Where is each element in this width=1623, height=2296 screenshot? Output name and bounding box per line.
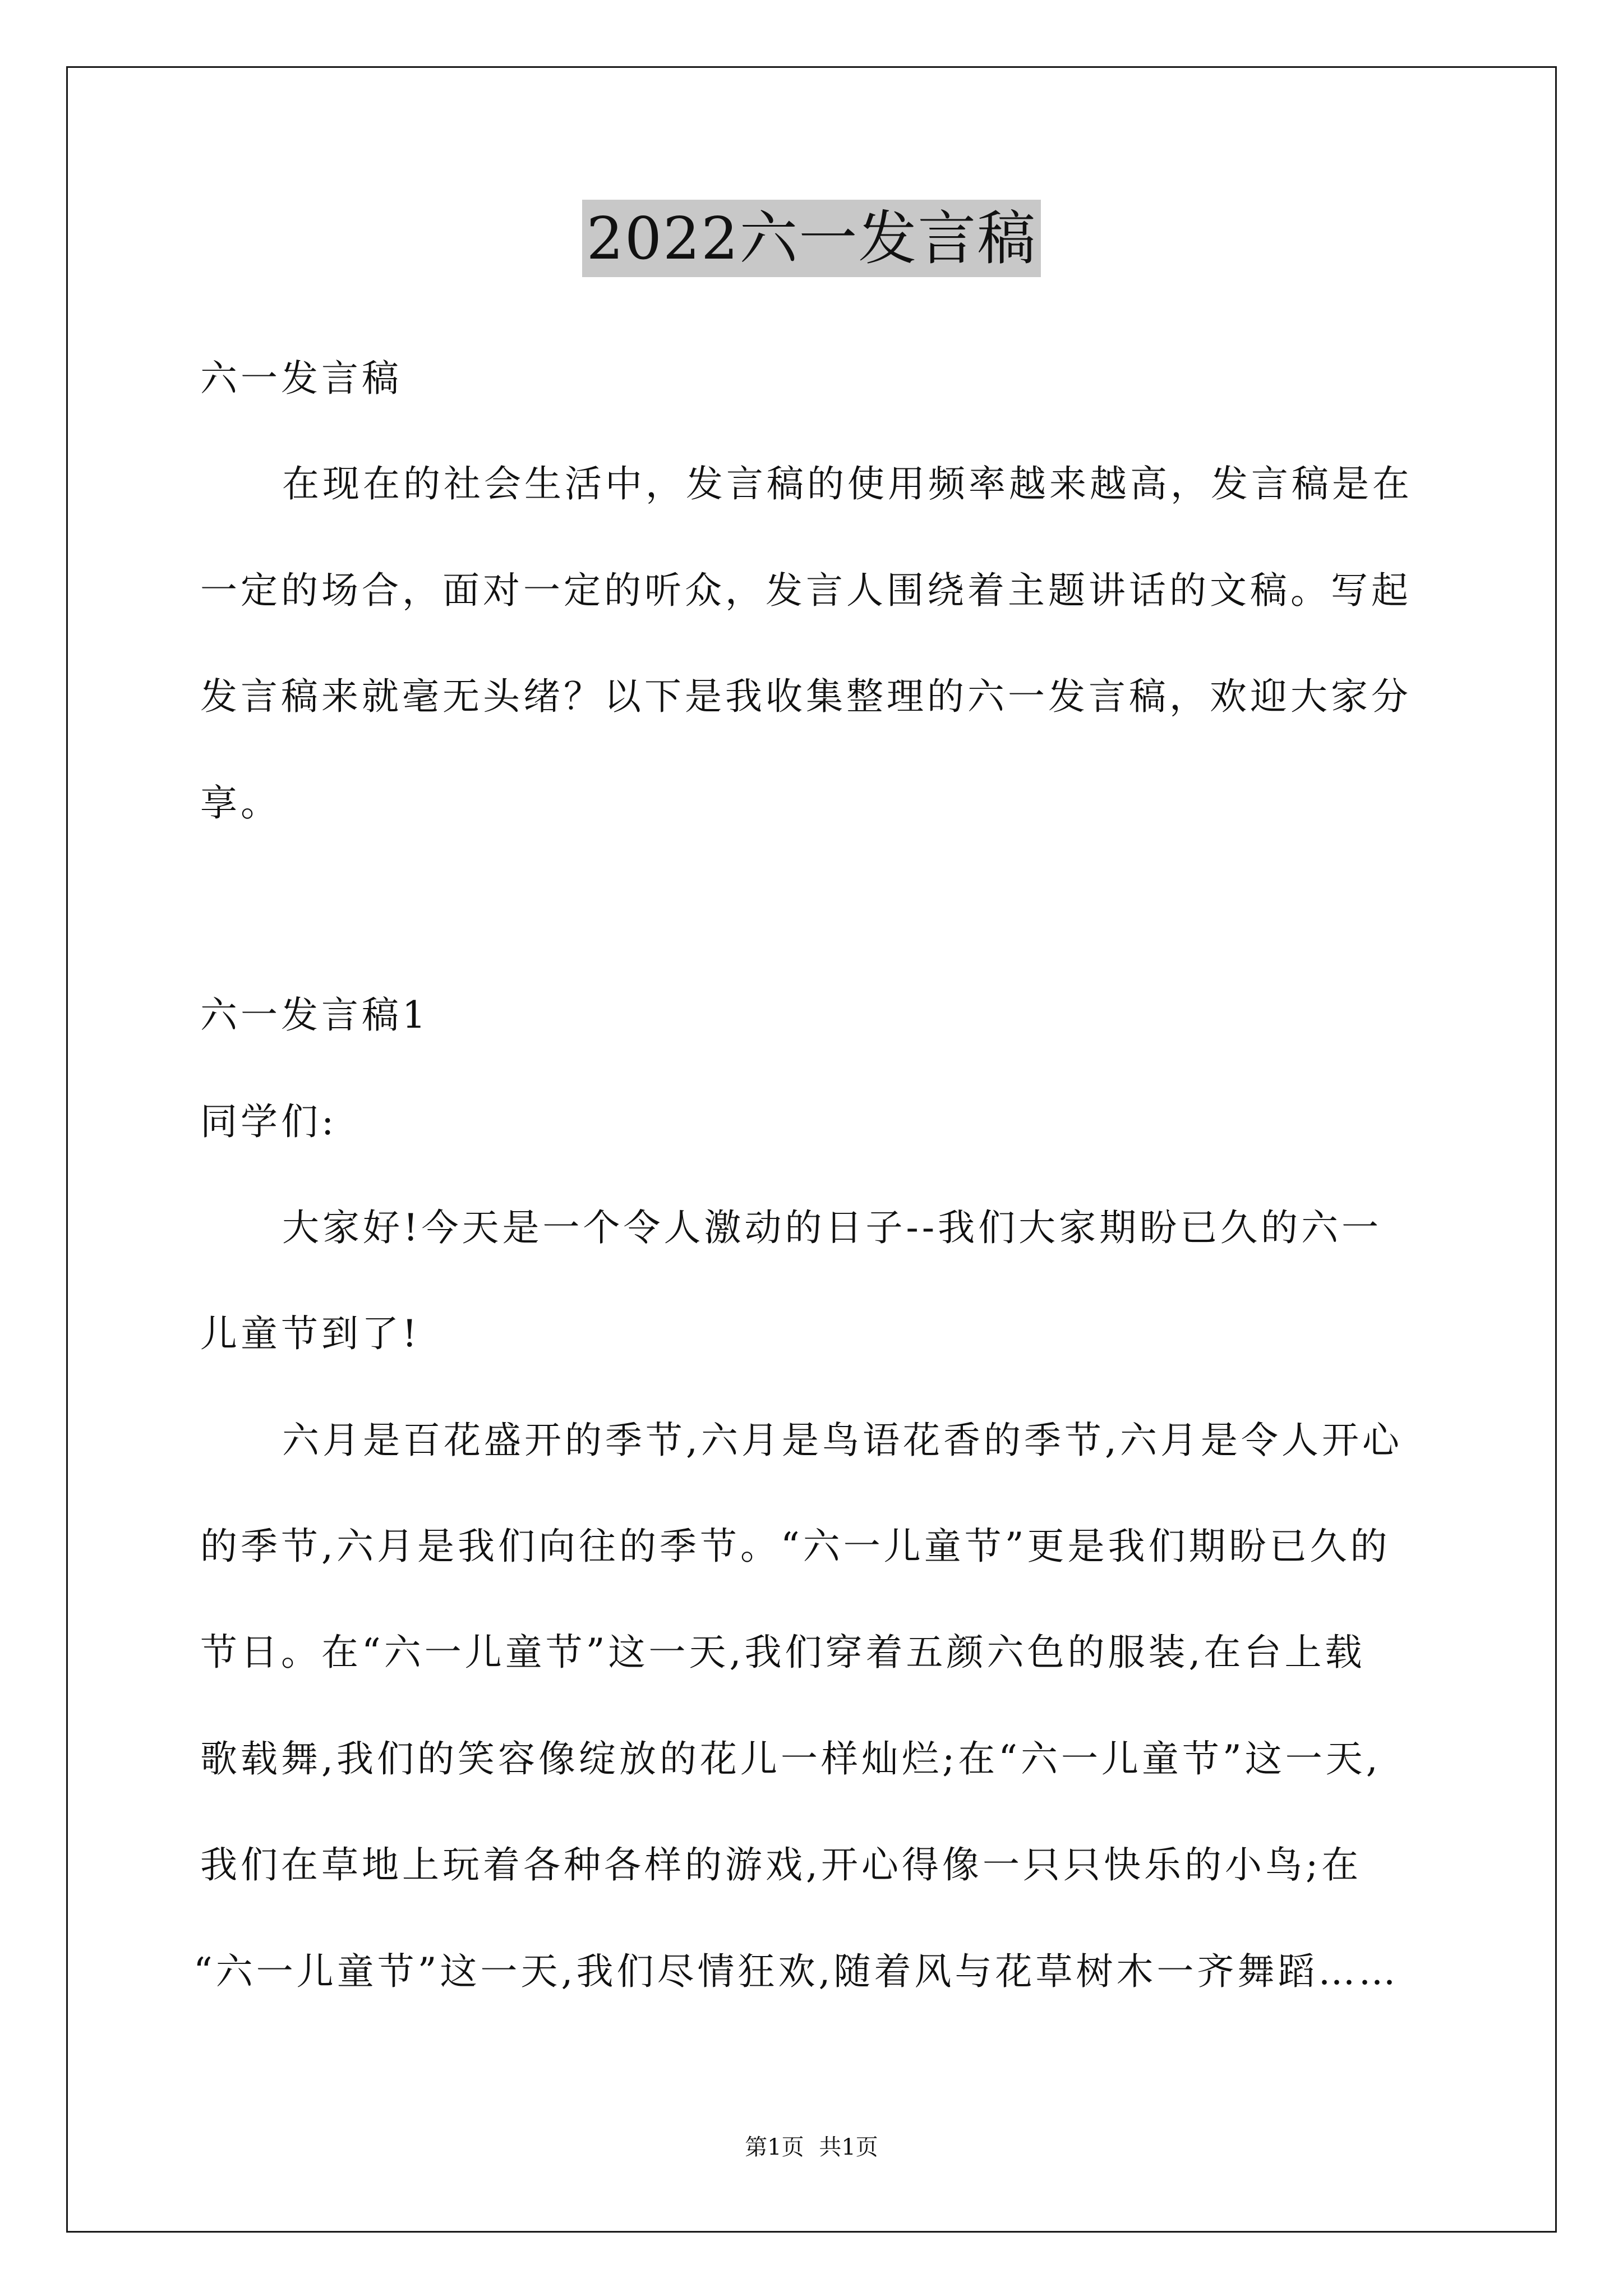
body-line-5: 节日。在“六一儿童节”这一天,我们穿着五颜六色的服装,在台上载 [200,1631,1366,1674]
body-line-6: 歌载舞,我们的笑容像绽放的花儿一样灿烂;在“六一儿童节”这一天, [200,1737,1381,1780]
body-line-7: 我们在草地上玩着各种各样的游戏,开心得像一只只快乐的小鸟;在 [200,1843,1362,1887]
subtitle-line: 六一发言稿 [200,357,402,400]
intro-line-2: 一定的场合，面对一定的听众，发言人围绕着主题讲话的文稿。写起 [200,569,1412,612]
body-line-8: “六一儿童节”这一天,我们尽情狂欢,随着风与花草树木一齐舞蹈…… [193,1950,1399,1993]
body-line-3: 六月是百花盛开的季节,六月是鸟语花香的季节,六月是令人开心 [282,1419,1403,1462]
body-line-1: 大家好!今天是一个令人激动的日子--我们大家期盼已久的六一 [282,1206,1382,1249]
intro-line-3: 发言稿来就毫无头绪？以下是我收集整理的六一发言稿，欢迎大家分 [200,675,1412,718]
body-line-4: 的季节,六月是我们向往的季节。“六一儿童节”更是我们期盼已久的 [200,1525,1391,1568]
title-container [0,200,1623,277]
section-heading: 六一发言稿1 [200,993,429,1037]
document-title: 2022六一发言稿 [582,200,1041,277]
salutation: 同学们: [200,1100,338,1143]
page-number: 第1页 共1页 [745,2134,878,2160]
body-line-2: 儿童节到了! [200,1312,421,1355]
intro-line-4: 享。 [200,781,281,825]
intro-line-1: 在现在的社会生活中，发言稿的使用频率越来越高，发言稿是在 [282,462,1413,505]
